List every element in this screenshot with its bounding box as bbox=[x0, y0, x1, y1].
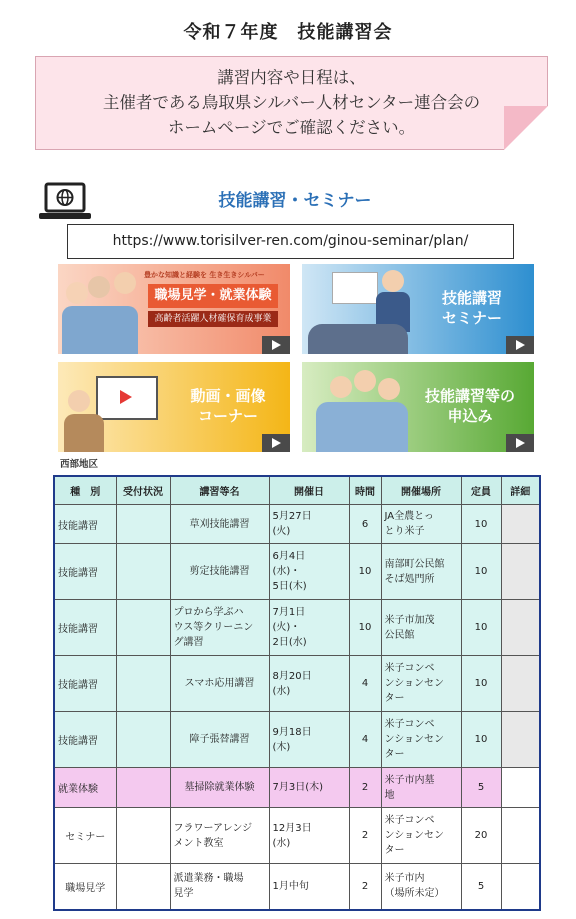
cell-place: 米子コンベ ンションセン ター bbox=[381, 712, 461, 768]
cell-place: 米子市加茂 公民館 bbox=[381, 600, 461, 656]
cell-date: 1月中旬 bbox=[269, 864, 349, 910]
cell-hours: 10 bbox=[349, 600, 381, 656]
banner-tagline: 豊かな知識と経験を 生き生きシルバー bbox=[144, 271, 265, 279]
cell-type: 就業体験 bbox=[54, 768, 116, 808]
cell-capacity: 10 bbox=[461, 600, 501, 656]
cell-hours: 2 bbox=[349, 808, 381, 864]
cell-date: 12月3日 (水) bbox=[269, 808, 349, 864]
cell-type: 技能講習 bbox=[54, 600, 116, 656]
schedule-table bbox=[53, 475, 541, 911]
cell-name: フラワーアレンジ メント教室 bbox=[170, 808, 269, 864]
cell-date: 6月4日 (水)・ 5日(木) bbox=[269, 544, 349, 600]
table-row bbox=[54, 712, 540, 768]
cell-type: セミナー bbox=[54, 808, 116, 864]
cell-type: 技能講習 bbox=[54, 544, 116, 600]
person-body-illustration bbox=[64, 414, 104, 452]
cell-capacity: 20 bbox=[461, 808, 501, 864]
column-header: 開催場所 bbox=[381, 476, 461, 505]
banner-skills-seminar[interactable] bbox=[302, 264, 534, 354]
table-row bbox=[54, 864, 540, 910]
table-row bbox=[54, 656, 540, 712]
cell-hours: 10 bbox=[349, 544, 381, 600]
cell-name: 墓掃除就業体験 bbox=[170, 768, 269, 808]
cell-type: 技能講習 bbox=[54, 505, 116, 544]
column-header: 詳細 bbox=[501, 476, 540, 505]
cell-date: 8月20日 (水) bbox=[269, 656, 349, 712]
notice-line-3: ホームページでご確認ください。 bbox=[167, 118, 416, 137]
person-illustration bbox=[354, 370, 376, 392]
audience-illustration bbox=[308, 324, 408, 354]
cell-capacity: 5 bbox=[461, 864, 501, 910]
person-illustration bbox=[68, 390, 90, 412]
table-row bbox=[54, 600, 540, 656]
section-title: 技能講習・セミナー bbox=[218, 191, 372, 211]
cell-capacity: 10 bbox=[461, 656, 501, 712]
banner-label: 職場見学・就業体験 bbox=[148, 284, 278, 308]
cell-status bbox=[116, 505, 170, 544]
banner-video-image-corner[interactable] bbox=[58, 362, 290, 452]
cell-type: 技能講習 bbox=[54, 656, 116, 712]
cell-capacity: 10 bbox=[461, 712, 501, 768]
banner-label: 動画・画像 コーナー bbox=[190, 387, 266, 425]
cell-type: 職場見学 bbox=[54, 864, 116, 910]
cell-place: 米子市内墓 地 bbox=[381, 768, 461, 808]
person-illustration bbox=[114, 272, 136, 294]
cell-hours: 4 bbox=[349, 656, 381, 712]
cell-detail[interactable] bbox=[501, 808, 540, 864]
column-header: 開催日 bbox=[269, 476, 349, 505]
cell-status bbox=[116, 544, 170, 600]
cell-name: 剪定技能講習 bbox=[170, 544, 269, 600]
cell-name: 草刈技能講習 bbox=[170, 505, 269, 544]
person-illustration bbox=[66, 282, 88, 304]
column-header: 講習等名 bbox=[170, 476, 269, 505]
cell-detail[interactable] bbox=[501, 768, 540, 808]
person-illustration bbox=[382, 270, 404, 292]
cell-detail[interactable] bbox=[501, 712, 540, 768]
column-header: 定員 bbox=[461, 476, 501, 505]
play-icon bbox=[506, 336, 534, 354]
cell-status bbox=[116, 768, 170, 808]
person-illustration bbox=[88, 276, 110, 298]
table-row bbox=[54, 808, 540, 864]
banner-label: 技能講習等の 申込み bbox=[424, 387, 515, 425]
cell-capacity: 10 bbox=[461, 544, 501, 600]
cell-detail[interactable] bbox=[501, 505, 540, 544]
cell-status bbox=[116, 808, 170, 864]
play-icon bbox=[262, 336, 290, 354]
table-row bbox=[54, 768, 540, 808]
url-link[interactable]: https://www.torisilver-ren.com/ginou-seminar/plan/ bbox=[67, 224, 514, 259]
column-header: 種 別 bbox=[54, 476, 116, 505]
cell-place: 米子コンベ ンションセン ター bbox=[381, 808, 461, 864]
cell-date: 7月3日(木) bbox=[269, 768, 349, 808]
cell-status bbox=[116, 656, 170, 712]
play-icon bbox=[262, 434, 290, 452]
cell-hours: 2 bbox=[349, 768, 381, 808]
cell-type: 技能講習 bbox=[54, 712, 116, 768]
cell-detail[interactable] bbox=[501, 656, 540, 712]
notice-text bbox=[36, 65, 547, 140]
cell-status bbox=[116, 712, 170, 768]
cell-capacity: 10 bbox=[461, 505, 501, 544]
cell-date: 9月18日 (木) bbox=[269, 712, 349, 768]
table-row bbox=[54, 544, 540, 600]
cell-place: 米子市内 （場所未定） bbox=[381, 864, 461, 910]
cell-place: JA全農とっ とり米子 bbox=[381, 505, 461, 544]
cell-date: 5月27日 (火) bbox=[269, 505, 349, 544]
cell-status bbox=[116, 600, 170, 656]
banner-workplace-tour[interactable] bbox=[58, 264, 290, 354]
cell-hours: 4 bbox=[349, 712, 381, 768]
cell-hours: 6 bbox=[349, 505, 381, 544]
people-illustration bbox=[62, 306, 138, 354]
column-header: 受付状況 bbox=[116, 476, 170, 505]
people-illustration bbox=[316, 402, 408, 452]
cell-detail[interactable] bbox=[501, 600, 540, 656]
notice-line-1: 講習内容や日程は、 bbox=[217, 68, 366, 87]
banner-application[interactable] bbox=[302, 362, 534, 452]
person-illustration bbox=[330, 376, 352, 398]
cell-hours: 2 bbox=[349, 864, 381, 910]
cell-name: プロから学ぶハ ウス等クリーニン グ講習 bbox=[170, 600, 269, 656]
cell-status bbox=[116, 864, 170, 910]
cell-date: 7月1日 (火)・ 2日(水) bbox=[269, 600, 349, 656]
notice-line-2: 主催者である鳥取県シルバー人材センター連合会の bbox=[102, 93, 481, 112]
column-header: 時間 bbox=[349, 476, 381, 505]
cell-capacity: 5 bbox=[461, 768, 501, 808]
play-icon bbox=[506, 434, 534, 452]
region-label: 西部地区 bbox=[60, 459, 99, 470]
laptop-illustration bbox=[96, 376, 158, 420]
banner-label: 技能講習 セミナー bbox=[441, 289, 502, 327]
cell-name: 障子張替講習 bbox=[170, 712, 269, 768]
whiteboard-illustration bbox=[332, 272, 378, 304]
page-fold-corner bbox=[504, 106, 548, 150]
globe-monitor-icon bbox=[38, 182, 92, 222]
table-header-row bbox=[54, 476, 540, 505]
notice-box bbox=[35, 56, 548, 150]
cell-place: 米子コンベ ンションセン ター bbox=[381, 656, 461, 712]
banner-sublabel: 高齢者活躍人材確保育成事業 bbox=[148, 311, 278, 327]
cell-place: 南部町公民館 そば処門所 bbox=[381, 544, 461, 600]
cell-detail[interactable] bbox=[501, 864, 540, 910]
person-illustration bbox=[378, 378, 400, 400]
table-row bbox=[54, 505, 540, 544]
cell-name: 派遣業務・職場 見学 bbox=[170, 864, 269, 910]
cell-name: スマホ応用講習 bbox=[170, 656, 269, 712]
page-title: 令和７年度 技能講習会 bbox=[183, 22, 393, 43]
cell-detail[interactable] bbox=[501, 544, 540, 600]
